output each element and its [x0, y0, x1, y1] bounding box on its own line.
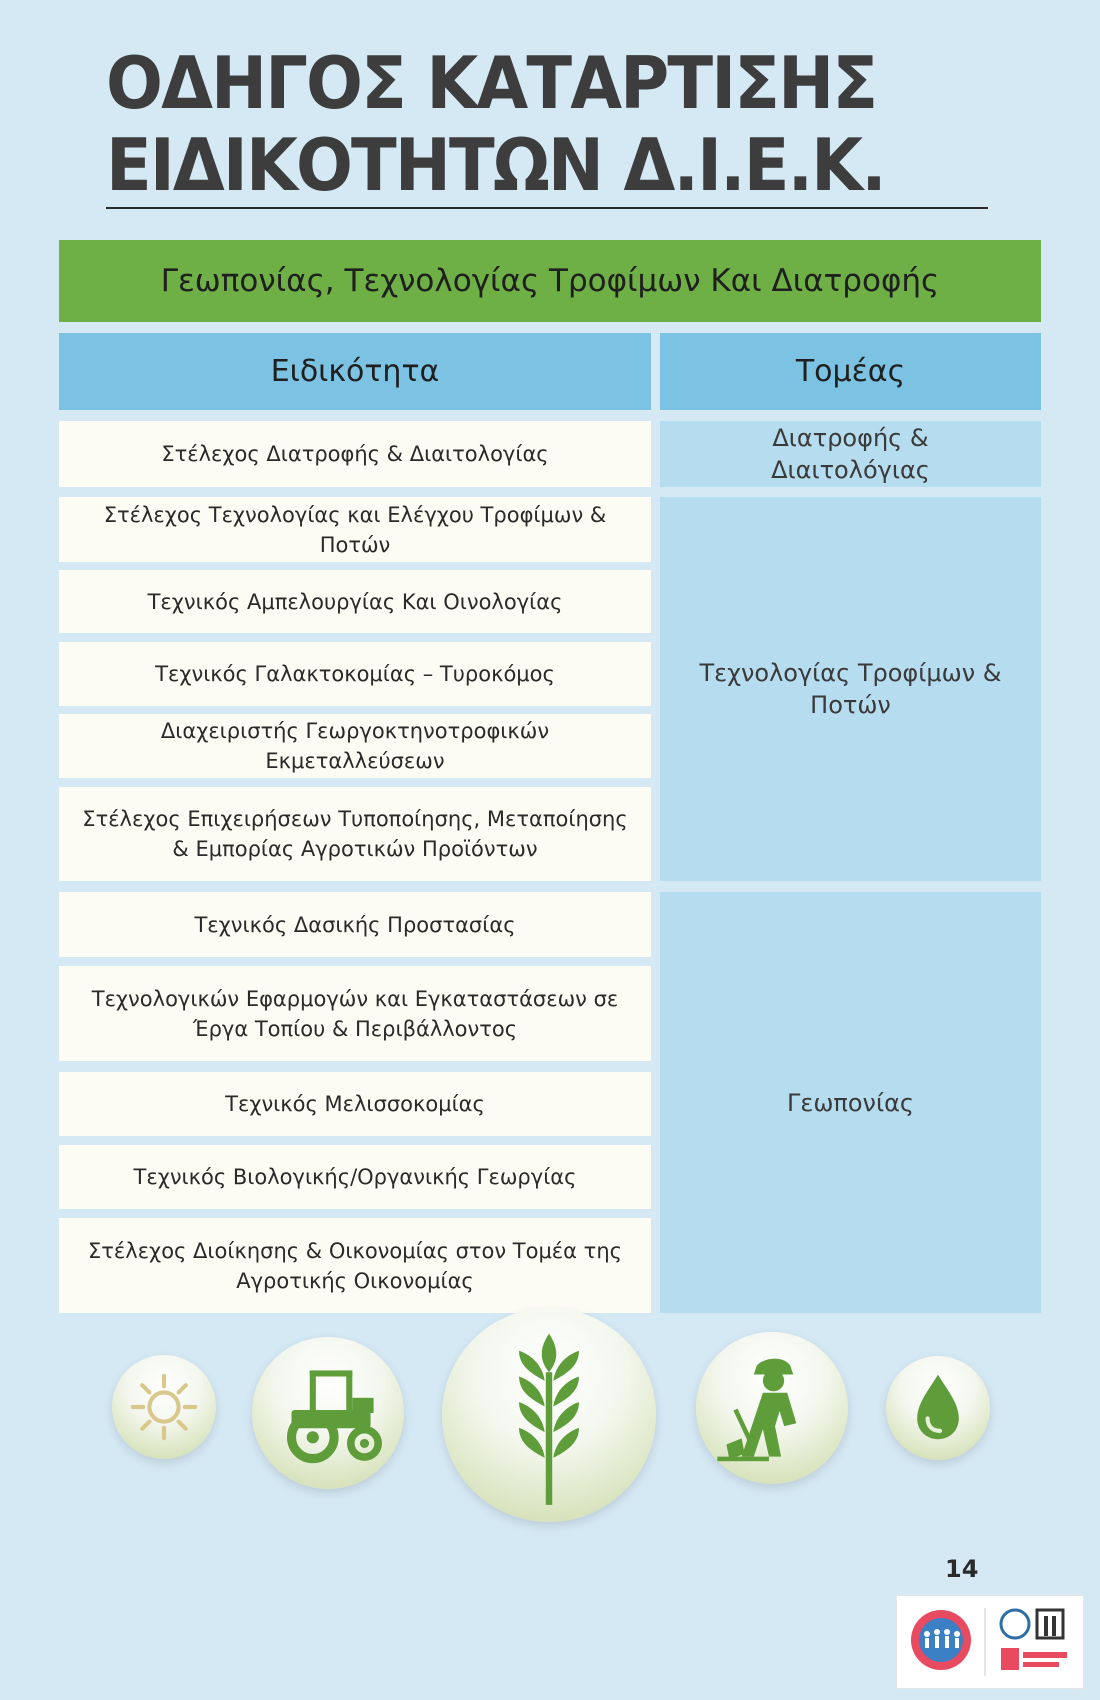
specialty-column-header: Ειδικότητα [59, 333, 651, 410]
sector-cell-food-technology: Τεχνολογίας Τροφίμων & Ποτών [660, 497, 1041, 881]
sector-cell-agriculture: Γεωπονίας [660, 892, 1041, 1313]
specialty-row: Τεχνικός Δασικής Προστασίας [59, 892, 651, 957]
farmer-shovel-icon [696, 1332, 848, 1484]
specialty-row: Τεχνικός Μελισσοκομίας [59, 1072, 651, 1136]
specialty-row: Στέλεχος Διατροφής & Διαιτολογίας [59, 421, 651, 487]
page-title [106, 42, 943, 206]
specialty-row: Στέλεχος Διοίκησης & Οικονομίας στον Τομέα της Αγροτικής Οικονομίας [59, 1218, 651, 1313]
specialty-row: Τεχνικός Γαλακτοκομίας – Τυροκόμος [59, 642, 651, 706]
category-bar: Γεωπονίας, Τεχνολογίας Τροφίμων Και Διατροφής [59, 240, 1041, 322]
partner-logos [896, 1595, 1084, 1689]
municipality-logo-icon [1001, 1610, 1067, 1670]
sun-icon [112, 1355, 216, 1459]
specialty-row: Στέλεχος Τεχνολογίας και Ελέγχου Τροφίμων & Ποτών [59, 497, 651, 562]
page-title-line-2: ΕΙΔΙΚΟΤΗΤΩΝ Δ.Ι.Ε.Κ. [106, 123, 885, 207]
page-number: 14 [945, 1555, 979, 1583]
tractor-icon [252, 1337, 404, 1489]
wheat-icon [442, 1308, 656, 1522]
community-logo-icon [911, 1610, 971, 1670]
sector-cell-nutrition: Διατροφής & Διαιτολόγιας [660, 421, 1041, 487]
water-drop-icon [886, 1356, 990, 1460]
specialty-row: Διαχειριστής Γεωργοκτηνοτροφικών Εκμεταλλεύσεων [59, 714, 651, 778]
specialty-row: Στέλεχος Επιχειρήσεων Τυποποίησης, Μεταποίησης & Εμπορίας Αγροτικών Προϊόντων [59, 787, 651, 881]
sector-column-header: Τομέας [660, 333, 1041, 410]
page-title-line-1: ΟΔΗΓΟΣ ΚΑΤΑΡΤΙΣΗΣ [106, 41, 877, 125]
title-divider [106, 207, 988, 209]
specialty-row: Τεχνικός Αμπελουργίας Και Οινολογίας [59, 570, 651, 633]
specialty-row: Τεχνικός Βιολογικής/Οργανικής Γεωργίας [59, 1145, 651, 1209]
specialty-row: Τεχνολογικών Εφαρμογών και Εγκαταστάσεων σε Έργα Τοπίου & Περιβάλλοντος [59, 966, 651, 1061]
